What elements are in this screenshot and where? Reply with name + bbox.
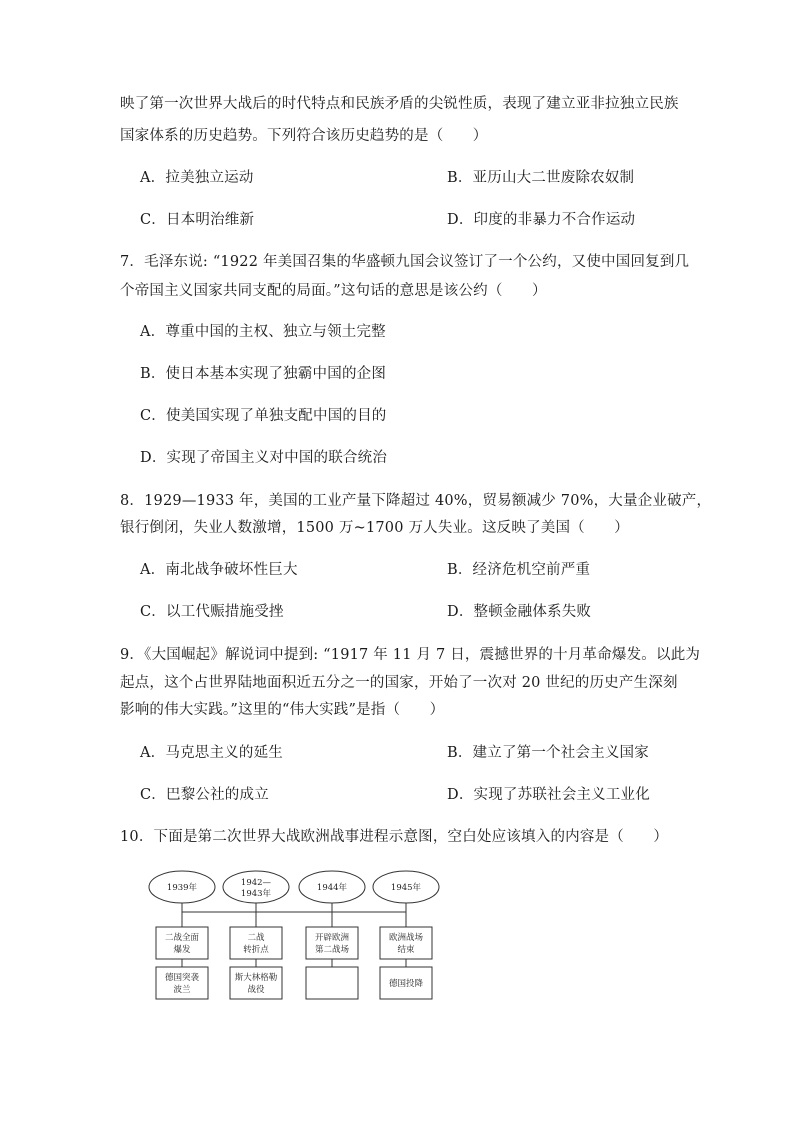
q6-stem-line-1: 映了第一次世界大战后的时代特点和民族矛盾的尖锐性质，表现了建立亚非拉独立民族 xyxy=(120,96,679,112)
q9-option-c: C．巴黎公社的成立 xyxy=(140,787,269,803)
q9-stem-line-2: 起点，这个占世界陆地面积近五分之一的国家，开始了一次对 20 世纪的历史产生深刻 xyxy=(120,675,678,691)
q7-option-b: B．使日本基本实现了独霸中国的企图 xyxy=(140,366,387,382)
q8-option-a: A．南北战争破坏性巨大 xyxy=(140,562,298,578)
timeline-svg xyxy=(140,865,450,1015)
stage-label: 二战全面 xyxy=(164,933,200,943)
event-label: 德国投降 xyxy=(388,979,424,989)
q9-option-b: B．建立了第一个社会主义国家 xyxy=(447,745,649,761)
event-label: 波兰 xyxy=(173,985,191,995)
year-label: 1945年 xyxy=(390,883,422,893)
q8-option-d: D．整顿金融体系失败 xyxy=(447,604,592,620)
q6-option-d: D．印度的非暴力不合作运动 xyxy=(447,212,636,228)
stage-label: 转折点 xyxy=(243,945,269,955)
q7-option-a: A．尊重中国的主权、独立与领土完整 xyxy=(140,324,386,340)
ww2-europe-timeline-diagram xyxy=(140,865,450,1015)
q6-option-b: B．亚历山大二世废除农奴制 xyxy=(447,170,635,186)
stage-label: 结束 xyxy=(397,945,415,955)
q7-stem-line-1: 7．毛泽东说: “1922 年美国召集的华盛顿九国会议签订了一个公约，又使中国回复到几 xyxy=(120,254,690,270)
q7-option-d: D．实现了帝国主义对中国的联合统治 xyxy=(140,450,388,466)
year-label: 1943年 xyxy=(240,889,272,899)
stage-label: 第二战场 xyxy=(314,945,350,955)
year-label: 1939年 xyxy=(166,883,198,893)
year-label: 1944年 xyxy=(316,883,348,893)
event-label: 斯大林格勒 xyxy=(234,973,278,983)
q6-option-a: A．拉美独立运动 xyxy=(140,170,254,186)
q8-option-b: B．经济危机空前严重 xyxy=(447,562,591,578)
q7-option-c: C．使美国实现了单独支配中国的目的 xyxy=(140,408,387,424)
stage-label: 二战 xyxy=(247,933,265,943)
q6-stem-line-2: 国家体系的历史趋势。下列符合该历史趋势的是（ ） xyxy=(120,128,488,144)
q9-option-a: A．马克思主义的延生 xyxy=(140,745,283,761)
q8-stem-line-2: 银行倒闭，失业人数激增，1500 万~1700 万人失业。这反映了美国（ ） xyxy=(120,520,629,536)
q9-option-d: D．实现了苏联社会主义工业化 xyxy=(447,787,650,803)
year-label: 1942— xyxy=(240,878,272,888)
q7-stem-line-2: 个帝国主义国家共同支配的局面。”这句话的意思是该公约（ ） xyxy=(120,283,547,299)
q8-stem-line-1: 8．1929—1933 年，美国的工业产量下降超过 40%，贸易额减少 70%，大量企业破产， xyxy=(120,493,712,509)
stage-label: 欧洲战场 xyxy=(388,933,424,943)
q8-option-c: C．以工代赈措施受挫 xyxy=(140,604,284,620)
q10-stem-line-1: 10．下面是第二次世界大战欧洲战事进程示意图，空白处应该填入的内容是（ ） xyxy=(120,829,669,845)
stage-label: 开辟欧洲 xyxy=(314,933,350,943)
blank-answer-box xyxy=(306,967,358,999)
event-label: 德国突袭 xyxy=(164,973,200,983)
q9-stem-line-1: 9．《大国崛起》解说词中提到: “1917 年 11 月 7 日，震撼世界的十月革命爆发。以此为 xyxy=(120,647,701,663)
event-label: 战役 xyxy=(247,985,265,995)
stage-label: 爆发 xyxy=(173,945,191,955)
q9-stem-line-3: 影响的伟大实践。”这里的“伟大实践”是指（ ） xyxy=(120,702,445,718)
q6-option-c: C．日本明治维新 xyxy=(140,212,255,228)
